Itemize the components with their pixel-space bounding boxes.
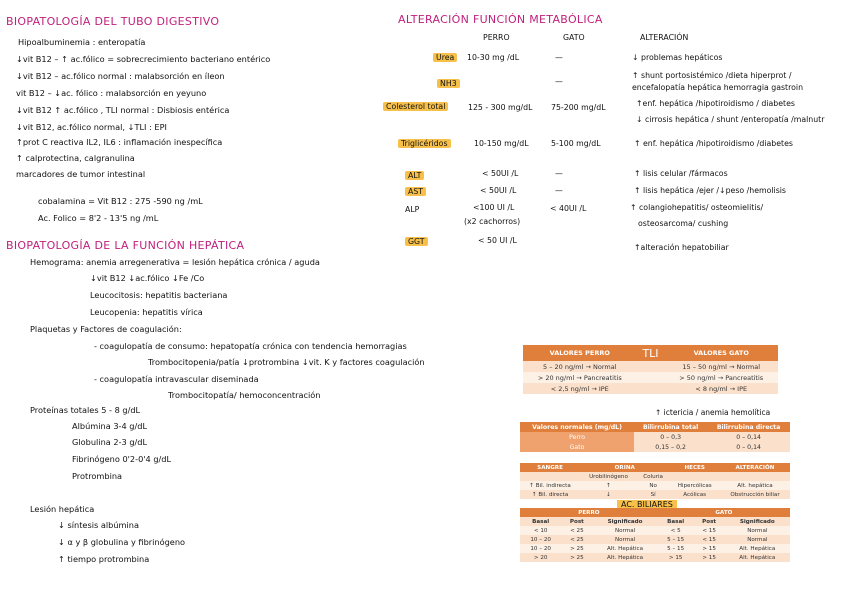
orina-table	[520, 463, 790, 499]
acbil-sub: Significado	[607, 518, 643, 525]
acbil-cell: > 15	[702, 545, 716, 552]
tli-gato-head: VALORES GATO	[693, 349, 749, 357]
acbil-cell: > 25	[570, 554, 584, 561]
coagulopatia-intravascular-detail: Trombocitopatía/ hemoconcentración	[168, 390, 321, 400]
alp-perro-cachorros: (x2 cachorros)	[464, 217, 521, 226]
colesterol-alt2: ↓ cirrosis hepática / shunt /enteropatía /malnutr	[636, 115, 825, 124]
acbil-perro: PERRO	[578, 509, 600, 516]
tli-cell: > 50 ng/ml → Pancreatitis	[679, 373, 764, 382]
coagulopatia-intravascular: - coagulopatía intravascular diseminada	[94, 374, 259, 384]
trigliceridos-alt: ↑ enf. hepática /hipotiroidismo /diabetes	[634, 139, 793, 148]
acbil-cell: Alt. Hepática	[739, 554, 776, 561]
bili-species: Perro	[520, 432, 634, 442]
urea-perro: 10-30 mg /dL	[467, 53, 520, 62]
acbil-cell: Alt. Hepática	[607, 554, 644, 561]
tli-cell: 15 – 50 ng/ml → Normal	[682, 362, 761, 371]
param-nh3: NH3	[437, 80, 460, 89]
urea-alt: ↓ problemas hepáticos	[632, 53, 723, 62]
acbil-cell: Normal	[614, 536, 636, 543]
orina-sub: Urobilinógeno	[589, 473, 628, 480]
bili-cell: 0,15 – 0,2	[655, 443, 686, 451]
bilirrubina-table	[520, 422, 790, 452]
param-urea: Urea	[433, 54, 457, 63]
acbil-cell: > 15	[702, 554, 716, 561]
acbil-sub: Basal	[532, 518, 550, 525]
alp-alt2: osteosarcoma/ cushing	[638, 219, 729, 228]
cobalamina-range: cobalamina = Vit B12 : 275 -590 ng /mL	[38, 196, 203, 206]
orina-head: ORINA	[614, 464, 635, 471]
bili-cell: 0 – 0,3	[660, 433, 682, 441]
leucopenia: Leucopenia: hepatitis vírica	[90, 307, 203, 317]
bili-head: Valores normales (mg/dL)	[532, 423, 622, 431]
bilirrubina-note: ↑ ictericia / anemia hemolítica	[655, 408, 771, 417]
acidos-biliares-table	[520, 508, 790, 562]
alp-alt: ↑ colangiohepatitis/ osteomielitis/	[630, 203, 764, 212]
acbil-title: AC. BILIARES	[617, 500, 677, 509]
tli-cell: 5 – 20 ng/ml → Normal	[543, 362, 617, 371]
col-perro: PERRO	[483, 33, 510, 42]
trigliceridos-perro: 10-150 mg/dL	[474, 139, 529, 148]
bili-cell: 0 – 0,14	[736, 433, 761, 441]
title-funcion-metabolica: ALTERACIÓN FUNCIÓN METABÓLICA	[398, 13, 603, 26]
acbil-cell: Normal	[747, 536, 768, 543]
acbil-cell: < 5	[670, 527, 681, 534]
lesion-item: ↑ tiempo protrombina	[58, 554, 150, 564]
colesterol-gato: 75-200 mg/dL	[551, 103, 606, 112]
leucocitosis: Leucocitosis: hepatitis bacteriana	[90, 290, 228, 300]
bili-cell: 0 – 0,14	[736, 443, 761, 451]
fibrinogeno: Fibrinógeno 0'2-0'4 g/dL	[72, 454, 172, 464]
title-tubo-digestivo: BIOPATOLOGÍA DEL TUBO DIGESTIVO	[6, 15, 220, 28]
ast-gato: —	[555, 186, 563, 195]
acbil-cell: Normal	[747, 527, 768, 534]
nh3-alt: ↑ shunt portosistémico /dieta hiperprot /	[632, 71, 792, 80]
ggt-alt: ↑alteración hepatobiliar	[634, 243, 729, 252]
tli-cell: > 20 ng/ml → Pancreatitis	[537, 373, 622, 382]
nh3-gato: —	[555, 77, 563, 86]
alt-gato: —	[555, 169, 563, 178]
alt-perro: < 50UI /L	[482, 169, 519, 178]
col-gato: GATO	[563, 33, 585, 42]
bili-species: Gato	[520, 442, 634, 452]
param-alp: ALP	[405, 205, 420, 214]
folico-range: Ac. Folico = 8'2 - 13'5 ng /mL	[38, 213, 159, 223]
acbil-sub: Significado	[739, 518, 775, 525]
tli-table	[523, 345, 778, 394]
orina-cell: No	[649, 482, 657, 489]
acbil-sub: Post	[569, 518, 584, 525]
digest-line: Hipoalbuminemia : enteropatía	[18, 37, 146, 47]
bili-head: Bilirrubina total	[642, 423, 699, 431]
digest-line: marcadores de tumor intestinal	[16, 169, 146, 179]
orina-cell: ↓	[606, 491, 611, 498]
orina-cell: Obstrucción biliar	[730, 491, 780, 498]
colesterol-perro: 125 - 300 mg/dL	[468, 103, 533, 112]
tli-cell: < 8 ng/ml → IPE	[695, 384, 748, 393]
orina-cell: ↑	[606, 482, 611, 489]
bili-head: Bilirrubina directa	[716, 423, 781, 431]
plaquetas: Plaquetas y Factores de coagulación:	[30, 324, 182, 334]
acbil-cell: < 25	[570, 536, 584, 543]
orina-head: HECES	[684, 464, 705, 471]
albumina: Albúmina 3-4 g/dL	[72, 421, 148, 431]
orina-cell: Acólicas	[683, 491, 707, 498]
acbil-sub: Basal	[667, 518, 685, 525]
digest-line: ↑prot C reactiva IL2, IL6 : inflamación inespecífica	[16, 137, 223, 147]
acbil-cell: Alt. Hepática	[607, 545, 644, 552]
digest-line: ↓vit B12 ↑ ac.fólico , TLI normal : Disbiosis entérica	[16, 105, 230, 115]
acbil-cell: > 15	[668, 554, 683, 561]
digest-line: ↓vit B12 – ac.fólico normal : malabsorción en íleon	[16, 71, 225, 81]
alt-alt: ↑ lisis celular /fármacos	[634, 169, 728, 178]
orina-head: SANGRE	[537, 464, 563, 471]
alp-perro: <100 UI /L	[473, 203, 515, 212]
lesion-item: ↓ síntesis albúmina	[58, 520, 139, 530]
colesterol-alt: ↑enf. hepática /hipotiroidismo / diabetes	[636, 99, 795, 108]
tli-title: TLI	[642, 346, 659, 360]
param-ggt: GGT	[405, 238, 428, 247]
acbil-cell: < 10	[533, 527, 548, 534]
tli-cell: < 2,5 ng/ml → IPE	[550, 384, 609, 393]
protrombina: Protrombina	[72, 471, 123, 481]
param-colesterol: Colesterol total	[383, 103, 448, 112]
hemograma: Hemograma: anemia arregenerativa = lesión hepática crónica / aguda	[30, 257, 320, 267]
globulina: Globulina 2-3 g/dL	[72, 437, 148, 447]
orina-cell: Alt. hepática	[737, 482, 773, 489]
alp-gato: < 40UI /L	[550, 204, 587, 213]
orina-cell: Hipercólicas	[677, 482, 712, 489]
urea-gato: —	[555, 53, 563, 62]
title-funcion-hepatica: BIOPATOLOGÍA DE LA FUNCIÓN HEPÁTICA	[6, 239, 245, 252]
col-alteracion: ALTERACIÓN	[640, 33, 689, 42]
acbil-cell: Alt. Hepática	[739, 545, 776, 552]
orina-cell: ↑ Bil. indirecta	[529, 482, 571, 489]
orina-cell: Sí	[650, 491, 656, 498]
acbil-gato: GATO	[715, 509, 733, 516]
hemograma-detail: ↓vit B12 ↓ac.fólico ↓Fe /Co	[90, 273, 205, 283]
digest-line: ↓vit B12, ac.fólico normal, ↓TLI : EPI	[16, 122, 167, 132]
digest-line: vit B12 – ↓ac. fólico : malabsorción en yeyuno	[16, 88, 207, 98]
param-alt: ALT	[405, 172, 424, 181]
acbil-cell: 5 – 15	[667, 536, 685, 543]
tli-perro-head: VALORES PERRO	[549, 349, 610, 357]
acbil-cell: < 15	[702, 527, 716, 534]
trigliceridos-gato: 5-100 mg/dL	[551, 139, 601, 148]
acbil-cell: 10 – 20	[530, 545, 551, 552]
nh3-alt2: encefalopatía hepática hemorragia gastroin	[632, 83, 804, 92]
orina-sub: Coluria	[643, 473, 663, 480]
param-trigliceridos: Triglicéridos	[398, 140, 451, 149]
acbil-cell: 5 – 15	[667, 545, 685, 552]
acbil-cell: Normal	[614, 527, 636, 534]
orina-cell: ↑ Bil. directa	[531, 491, 569, 498]
acbil-cell: < 15	[702, 536, 716, 543]
digest-line: ↓vit B12 – ↑ ac.fólico = sobrecrecimiento bacteriano entérico	[16, 54, 271, 64]
lesion-item: ↓ α y β globulina y fibrinógeno	[58, 537, 186, 547]
ggt-perro: < 50 UI /L	[478, 236, 517, 245]
proteinas-totales: Proteínas totales 5 - 8 g/dL	[30, 405, 141, 415]
acbil-cell: > 25	[570, 545, 584, 552]
acbil-sub: Post	[702, 518, 717, 525]
acbil-cell: 10 – 20	[530, 536, 551, 543]
coagulopatia-consumo: - coagulopatía de consumo: hepatopatía crónica con tendencia hemorragias	[94, 341, 407, 351]
ast-alt: ↑ lisis hepática /ejer /↓peso /hemolisis	[634, 186, 786, 195]
coagulopatia-consumo-detail: Trombocitopenia/patía ↓protrombina ↓vit. K y factores coagulación	[148, 357, 425, 367]
lesion-hepatica: Lesión hepática	[30, 504, 95, 514]
param-ast: AST	[405, 188, 426, 197]
acbil-cell: < 25	[570, 527, 584, 534]
acbil-cell: > 20	[533, 554, 548, 561]
digest-line: ↑ calprotectina, calgranulina	[16, 153, 135, 163]
orina-head: ALTERACIÓN	[735, 464, 775, 471]
ast-perro: < 50UI /L	[480, 186, 517, 195]
